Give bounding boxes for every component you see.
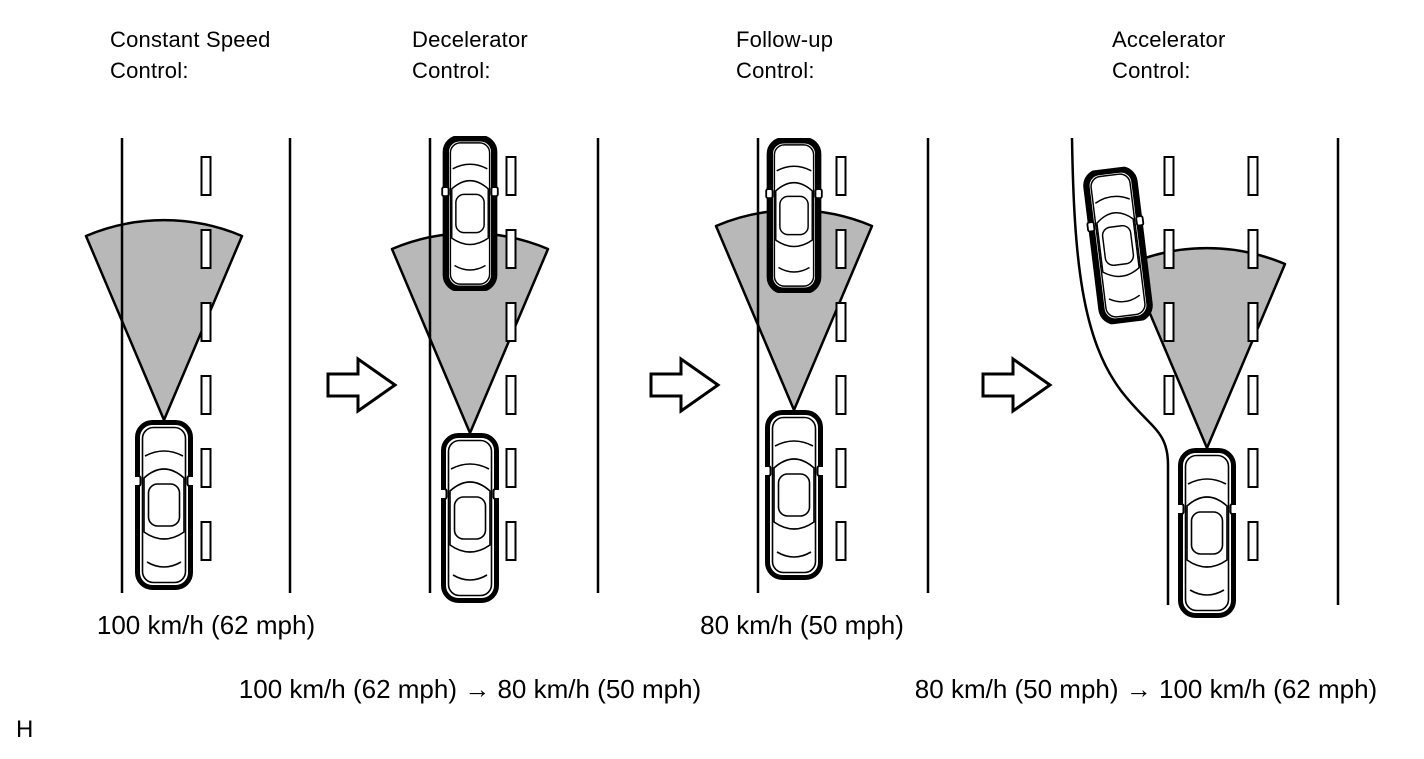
- lead-car-icon: [766, 140, 822, 290]
- flow-arrow-icon: [983, 359, 1050, 411]
- ego-car-icon: [1177, 451, 1238, 616]
- panel-title-decelerator: [412, 24, 528, 86]
- panel-title-line2: Control:: [110, 58, 189, 83]
- panel-constant-speed: [86, 138, 290, 593]
- lead-car-icon: [1081, 167, 1155, 323]
- panel-title-line1: Constant Speed: [110, 27, 271, 52]
- transition-label-decelerate: 100 km/h (62 mph) → 80 km/h (50 mph): [238, 674, 702, 704]
- radar-cone-icon: [1129, 248, 1285, 448]
- panel-title-line1: Follow-up: [736, 27, 834, 52]
- panel-title-line2: Control:: [412, 58, 491, 83]
- transition-label-accelerate: 80 km/h (50 mph) → 100 km/h (62 mph): [914, 674, 1378, 704]
- panel-title-constant-speed: [110, 24, 271, 86]
- lane-dashes: [507, 157, 516, 560]
- ego-car-icon: [764, 413, 825, 578]
- ego-car-icon: [134, 423, 195, 588]
- ego-car-icon: [440, 436, 501, 601]
- panel-decelerator: [392, 138, 598, 601]
- panel-title-line2: Control:: [736, 58, 815, 83]
- radar-cone-icon: [86, 220, 242, 420]
- panel-accelerator: [1072, 138, 1338, 616]
- panel-follow-up: [716, 138, 928, 593]
- panel-title-accelerator: [1112, 24, 1225, 86]
- panel-title-line1: Decelerator: [412, 27, 528, 52]
- panel-title-follow-up: [736, 24, 833, 86]
- speed-label-constant-speed: 100 km/h (62 mph): [96, 610, 316, 640]
- speed-label-follow-up: 80 km/h (50 mph): [700, 610, 904, 640]
- page-mark: H: [16, 716, 34, 743]
- lane-dashes: [202, 157, 211, 560]
- panel-title-line2: Control:: [1112, 58, 1191, 83]
- panel-title-line1: Accelerator: [1112, 27, 1226, 52]
- lead-car-icon: [442, 138, 498, 288]
- flow-arrow-icon: [328, 359, 395, 411]
- flow-arrow-icon: [651, 359, 718, 411]
